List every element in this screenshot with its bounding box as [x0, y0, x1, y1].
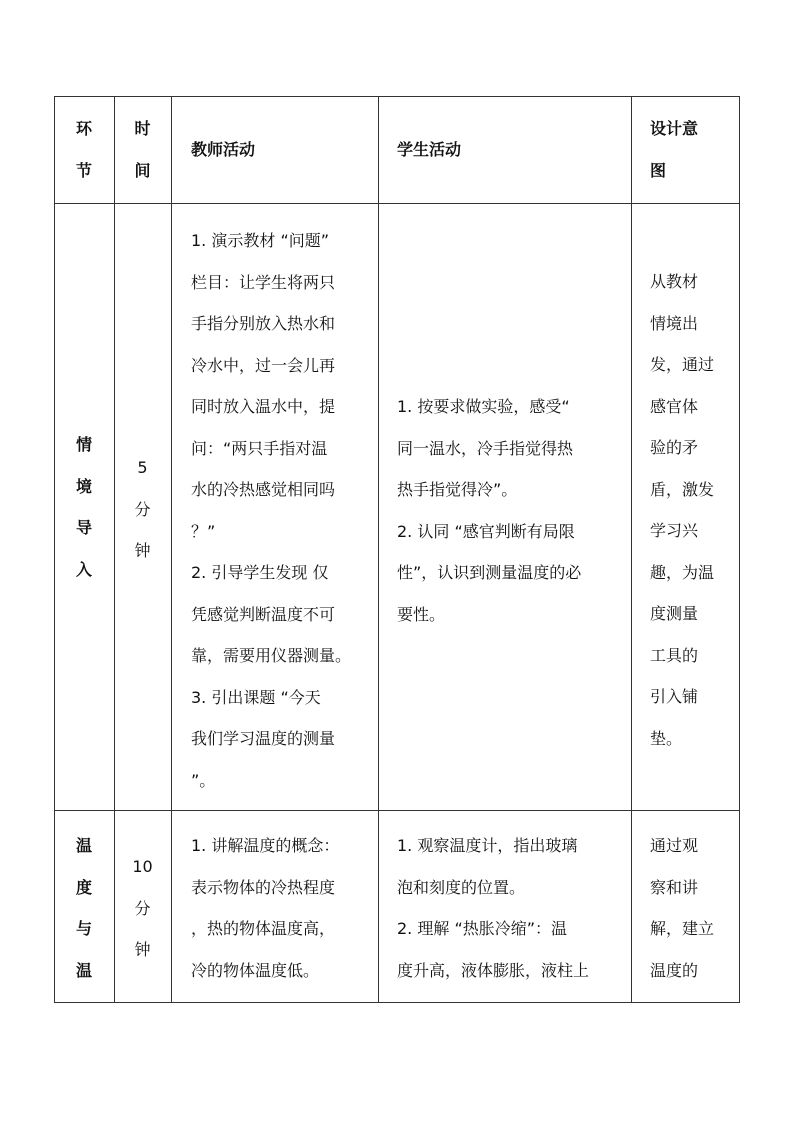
row-2-time: 10 分 钟 — [132, 857, 153, 959]
header-time: 时 间 — [134, 119, 151, 180]
row-1-segment: 情 境 导 入 — [75, 435, 92, 579]
row-2-student-activity: 1. 观察温度计，指出玻璃 泡和刻度的位置。 2. 理解 “热胀冷缩”：温 度升高，液体膨胀，液柱上 — [397, 836, 590, 980]
column-divider — [631, 96, 632, 1003]
row-2-segment: 温 度 与 温 — [75, 836, 92, 980]
header-teacher: 教师活动 — [191, 140, 256, 159]
header-intent: 设计意 图 — [650, 119, 699, 180]
row-1-student-activity: 1. 按要求做实验，感受“ 同一温水，冷手指觉得热 热手指觉得冷”。 2. 认同 “感官判断有局限 性”，认识到测量温度的必 要性。 — [397, 397, 582, 624]
table-border-right — [739, 96, 740, 1003]
row-1-design-intent: 从教材 情境出 发，通过 感官体 验的矛 盾，激发 学习兴 趣，为温 度测量 工具的 引入铺 垫。 — [650, 272, 715, 748]
row-1-teacher-activity: 1. 演示教材 “问题” 栏目：让学生将两只 手指分别放入热水和 冷水中，过一会儿再 同时放入温水中，提 问：“两只手指对温 水的冷热感觉相同吗 ？” 2. 引导学生发现 仅 凭感觉判断温度不可 靠，需要用仪器测量。 3. 引出课题 “今天 我们学习温度的测量 ”。 — [191, 231, 352, 790]
column-divider — [171, 96, 172, 1003]
row-divider — [54, 203, 740, 204]
row-2-design-intent: 通过观 察和讲 解，建立 温度的 — [650, 836, 715, 980]
table-border-bottom — [54, 1002, 740, 1003]
lesson-plan-table — [54, 96, 740, 1003]
header-student: 学生活动 — [397, 140, 462, 159]
table-border-top — [54, 96, 740, 97]
header-segment: 环 节 — [75, 119, 92, 180]
row-1-time: 5 分 钟 — [134, 458, 151, 560]
row-2-teacher-activity: 1. 讲解温度的概念： 表示物体的冷热程度 ，热的物体温度高， 冷的物体温度低。 — [191, 836, 340, 980]
column-divider — [378, 96, 379, 1003]
row-divider — [54, 810, 740, 811]
